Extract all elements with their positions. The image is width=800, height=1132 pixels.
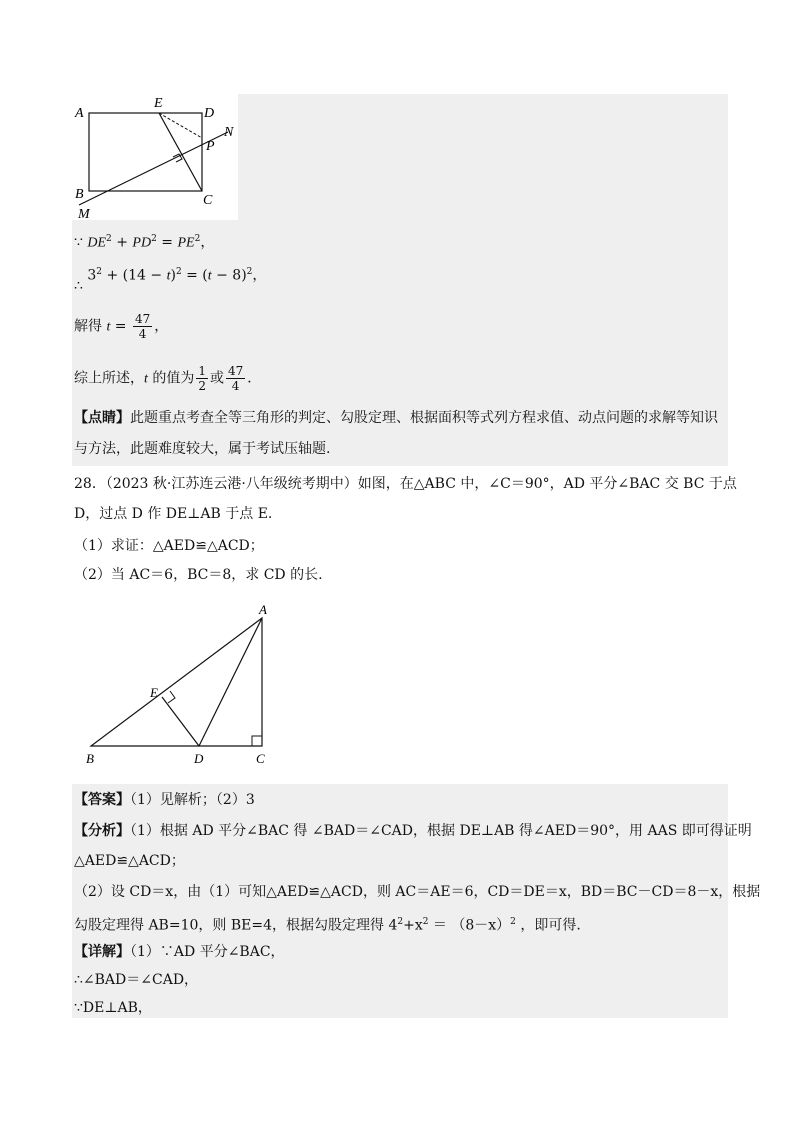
text: ． [247,370,262,387]
right-angle-mark-e [168,691,175,703]
exp: 2 [422,917,429,927]
fraction-47-4 [226,364,245,393]
question-28-line-1: 28．（2023 秋·江苏连云港·八年级统考期中）如图，在△ABC 中，∠C＝90°，AD 平分∠BAC 交 BC 于点 [74,476,737,492]
exp: 2 [510,917,516,927]
rect-abcd [89,113,202,191]
comment-label: 【点睛】 [74,410,130,426]
text: 或 [209,370,224,387]
exp: 2 [175,267,182,277]
label-D: D [204,106,215,121]
var-t: t [166,268,171,284]
term: + (14 − [102,267,167,284]
exp: 2 [246,267,253,277]
term-pe: PE [177,235,195,251]
detail-line-2: ∴∠BAD＝∠CAD， [74,972,199,988]
analysis-text: （1）根据 AD 平分∠BAC 得 ∠BAD＝∠CAD，根据 DE⊥AB 得∠AED＝90°，用 AAS 即可得证明 [130,823,752,839]
label-A: A [259,602,267,617]
text: 的值为 [147,370,195,387]
question-28-part-1: （1）求证：△AED≌△ACD； [74,538,264,554]
op: = [110,318,131,335]
numerator: 47 [227,364,244,378]
exp: 2 [106,234,112,244]
label-B: B [75,187,84,202]
analysis-line-2: △AED≌△ACD； [74,853,185,869]
analysis-line-4 [74,912,581,936]
analysis-text: ，即可得. [515,917,581,934]
label-E: E [154,96,163,111]
comment-line-1 [74,408,718,428]
label-M: M [78,207,90,220]
comment-text: 此题重点考查全等三角形的判定、勾股定理、根据面积等式列方程求值、动点问题的求解等知识 [130,410,718,426]
term-de: DE [87,235,107,251]
denominator: 4 [231,379,240,393]
label-P: P [206,139,215,154]
comment-text: 与方法，此题难度较大，属于考试压轴题. [74,441,331,457]
exp: 2 [151,234,157,244]
segment-de [162,697,199,746]
equation-line-1 [74,229,214,254]
analysis-text: 勾股定理得 AB=10，则 BE=4，根据勾股定理得 4 [74,917,398,934]
comma: ， [252,267,267,284]
exp: 2 [194,234,201,244]
text: 综上所述， [74,370,144,387]
analysis-line-3: （2）设 CD＝x，由（1）可知△AED≌△ACD，则 AC＝AE＝6，CD＝DE＝x，BD＝BC－CD＝8－x，根据 [74,884,761,900]
analysis-label: 【分析】 [74,823,130,839]
figure-rectangle [72,94,238,220]
segment-ad [199,618,262,746]
term-pd: PD [132,235,152,251]
label-B: B [86,751,94,766]
question-28-part-2: （2）当 AC＝6，BC＝8，求 CD 的长. [74,567,323,583]
comma: ， [154,318,169,335]
label-E: E [150,685,158,700]
detail-text: （1）∵AD 平分∠BAC， [130,944,285,960]
numerator: 47 [134,312,151,326]
triangle-abc [91,618,262,746]
text: 解得 [74,318,107,335]
solve-line [74,312,168,341]
figure-triangle-svg [80,600,280,772]
op: = [156,234,178,251]
exp: 2 [397,917,404,927]
term: ) [170,267,176,284]
fraction-47-4 [133,312,152,341]
detail-label: 【详解】 [74,944,130,960]
analysis-line-1 [74,821,752,841]
right-angle-mark-c [252,736,262,746]
equation-line-2 [74,262,267,294]
numerator: 1 [198,364,206,378]
comma: ， [200,234,215,251]
question-28-line-2: D，过点 D 作 DE⊥AB 于点 E. [74,506,273,522]
analysis-text: ＝ （8－x） [428,917,511,934]
term: − 8) [211,267,247,284]
analysis-text: +x [403,917,423,934]
because-symbol: ∵ [74,234,83,251]
label-C: C [203,193,213,208]
op: + [111,234,133,251]
summary-line [74,364,261,393]
denominator: 4 [138,327,147,341]
answer-label: 【答案】 [74,792,130,808]
answer-text: （1）见解析；（2）3 [130,792,255,808]
label-A: A [75,106,84,121]
comment-line-2 [74,439,330,459]
therefore-symbol: ∴ [74,277,83,294]
denominator: 2 [198,379,206,393]
var-t: t [106,319,111,335]
fraction-1-2 [196,364,208,393]
term: = ( [181,267,208,284]
var-t: t [144,371,148,387]
answer-line [74,790,255,810]
label-N: N [224,125,234,140]
segment-ec [159,113,202,191]
figure-rectangle-svg [72,94,238,220]
label-C: C [256,751,265,766]
detail-line-3: ∵DE⊥AB， [74,1000,152,1016]
exp: 2 [96,267,103,277]
figure-triangle [80,600,280,772]
detail-line-1 [74,942,285,962]
term: 3 [87,267,97,284]
var-t: t [207,268,212,284]
label-D: D [194,751,204,766]
